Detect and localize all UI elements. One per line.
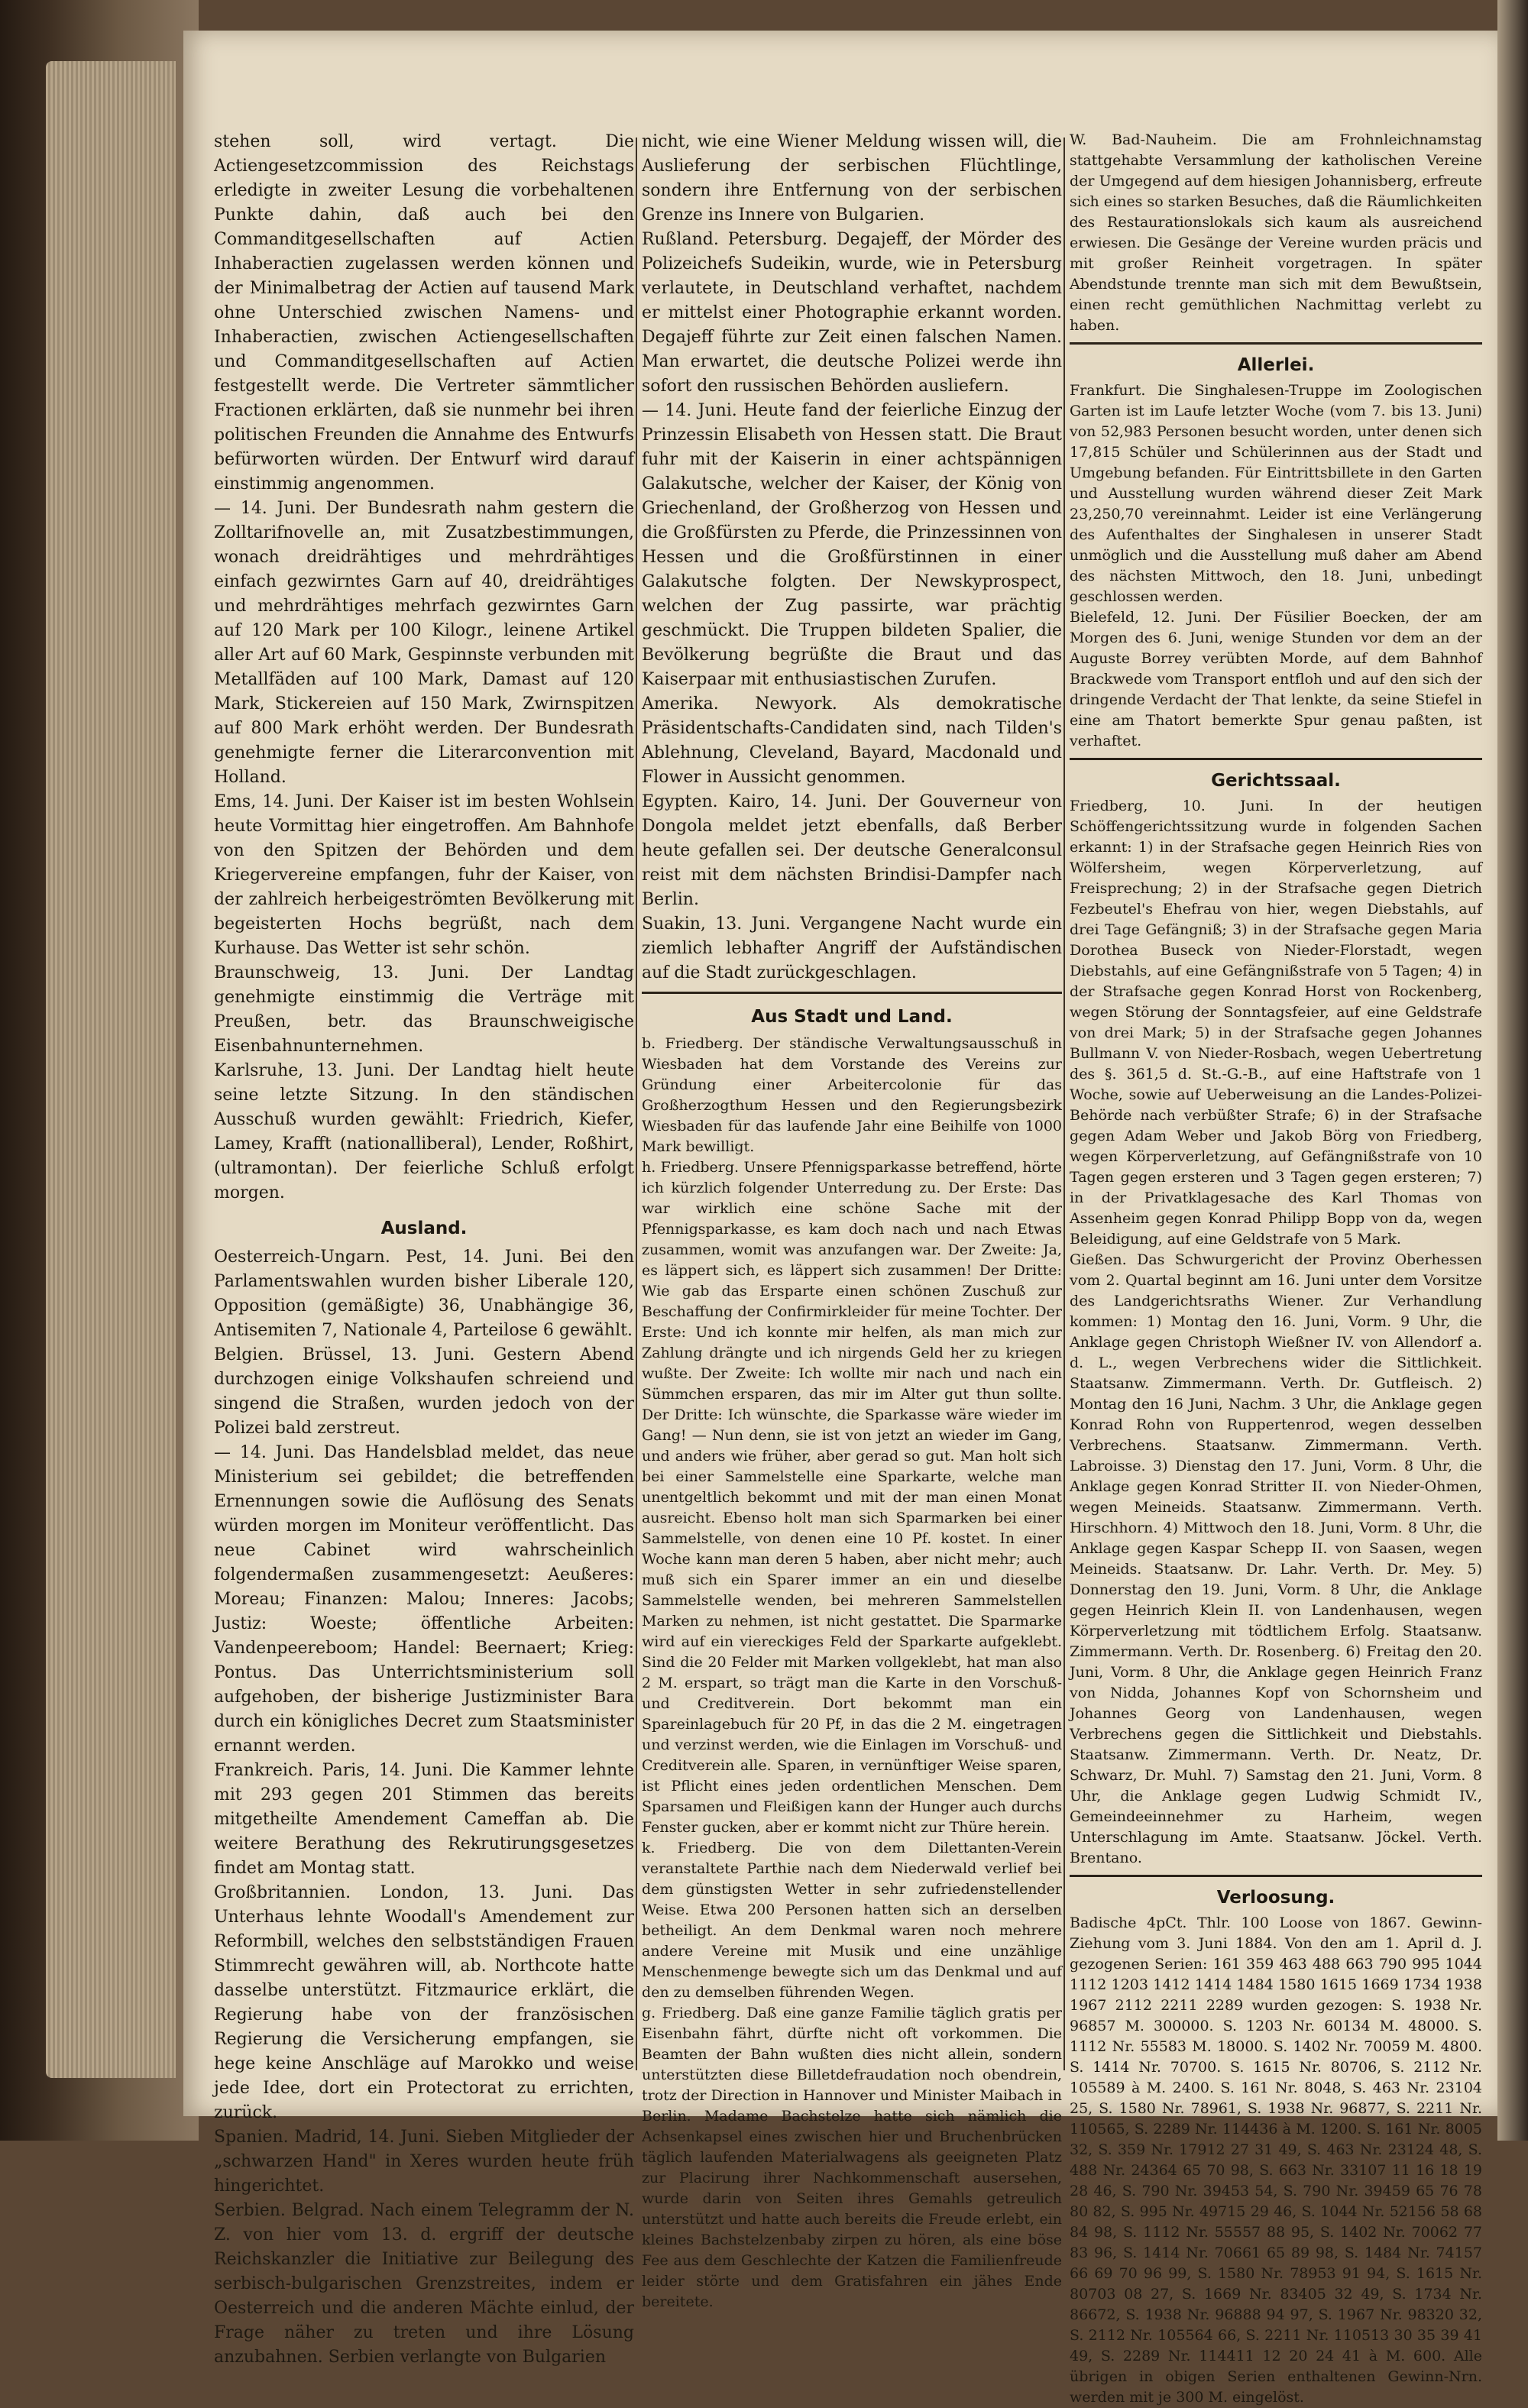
column-2	[642, 130, 1062, 2313]
article-paragraph: — 14. Juni. Das Handelsblad meldet, das neue Ministerium sei gebildet; die betreffenden Ernennungen sowie die Auflösung des Senats würden morgen im Moniteur veröffentlicht. Das neue Cabinet wird wahrscheinlich folgendermaßen zusammengesetzt: Aeußeres: Moreau; Finanzen: Malou; Inneres: Jacobs; Justiz: Woeste; öffentliche Arbeiten: Vandenpeereboom; Handel: Beernaert; Krieg: Pontus. Das Unterrichtsministerium soll aufgehoben, der bisherige Justizminister Bara durch ein königliches Decret zum Staatsminister ernannt werden.	[214, 1443, 634, 1756]
section-rule	[1070, 342, 1482, 345]
newspaper-page	[183, 31, 1497, 2406]
article-paragraph: Serbien. Belgrad. Nach einem Telegramm der N. Z. von hier vom 13. d. ergriff der deutsche Reichskanzler die Initiative zur Beilegung des serbisch-bulgarischen Grenzstreites, indem er Oesterreich und die anderen Mächte einlud, der Frage näher zu treten und ihre Lösung anzubahnen. Serbien verlangte von Bulgarien	[214, 2201, 634, 2367]
article-paragraph: Braunschweig, 13. Juni. Der Landtag genehmigte einstimmig die Verträge mit Preußen, betr. das Braunschweigische Eisenbahnunternehmen.	[214, 963, 634, 1056]
article-paragraph: Spanien. Madrid, 14. Juni. Sieben Mitglieder der „schwarzen Hand" in Xeres wurden heute früh hingerichtet.	[214, 2128, 634, 2196]
article-paragraph: Frankfurt. Die Singhalesen-Truppe im Zoologischen Garten ist im Laufe letzter Woche (vom 7. bis 13. Juni) von 52,983 Personen besucht worden, unter denen sich 17,815 Schüler und Schülerinnen aus der Stadt und Umgebung befanden. Für Eintrittsbillete in den Garten und Ausstellung wurden während dieser Zeit Mark 23,250,70 vereinnahmt. Leider ist eine Verlängerung des Aufenthaltes der Singhalesen in unserer Stadt unmöglich und die Ausstellung muß daher am Abend des nächsten Mittwoch, den 18. Juni, unbedingt geschlossen werden.	[1070, 382, 1482, 605]
local-news-item: g. Friedberg. Daß eine ganze Familie täglich gratis per Eisenbahn fährt, dürfte nicht oft vorkommen. Die Beamten der Bahn wußten dies nicht allein, sondern unterstützten diese Billetdefraudation noch obendrein, trotz der Direction in Hannover und Minister Maibach in Berlin. Madame Bachstelze hatte sich nämlich die Achsenkapsel eines zwischen hier und Bruchenbrücken täglich laufenden Materialwagens als geeigneten Platz zur Placirung ihrer Nachkommenschaft ausersehen, wurde darin von Seiten ihres Gemahls getreulich unterstützt und hatte auch bereits die Freude erlebt, ein kleines Bachstelzenbaby zirpen zu hören, als eine böse Fee aus dem Geschlechte der Katzen die Familienfreude leider störte und dem Gratisfahren ein jähes Ende bereitete.	[642, 2005, 1062, 2310]
article-paragraph: Belgien. Brüssel, 13. Juni. Gestern Abend durchzogen einige Volkshaufen schreiend und singend die Straßen, wurden jedoch von der Polizei bald zerstreut.	[214, 1345, 634, 1438]
article-paragraph: Ems, 14. Juni. Der Kaiser ist im besten Wohlsein heute Vormittag hier eingetroffen. Am Bahnhofe von den Spitzen der Behörden und dem Kriegervereine empfangen, fuhr der Kaiser, von der zahlreich herbeigeströmten Bevölkerung mit begeisterten Hochs begrüßt, nach dem Kurhause. Das Wetter ist sehr schön.	[214, 792, 634, 958]
article-paragraph: Karlsruhe, 13. Juni. Der Landtag hielt heute seine letzte Sitzung. In den ständischen Ausschuß wurden gewählt: Friedrich, Kiefer, Lamey, Krafft (nationalliberal), Lender, Roßhirt, (ultramontan). Der feierliche Schluß erfolgt morgen.	[214, 1061, 634, 1202]
article-paragraph: Oesterreich-Ungarn. Pest, 14. Juni. Bei den Parlamentswahlen wurden bisher Liberale 120, Opposition (gemäßigte) 36, Unabhängige 36, Antisemiten 7, Nationale 4, Parteilose 6 gewählt.	[214, 1248, 634, 1340]
article-paragraph: Rußland. Petersburg. Degajeff, der Mörder des Polizeichefs Sudeikin, wurde, wie in Petersburg verlautete, in Deutschland verhaftet, nachdem er mittelst einer Photographie erkannt worden. Degajeff führte zur Zeit einen falschen Namen. Man erwartet, die deutsche Polizei werde ihn sofort den russischen Behörden ausliefern.	[642, 230, 1062, 396]
section-rule	[1070, 1875, 1482, 1877]
article-paragraph: Frankreich. Paris, 14. Juni. Die Kammer lehnte mit 293 gegen 201 Stimmen das bereits mitgetheilte Amendement Cameffan ab. Die weitere Berathung des Rekrutirungsgesetzes findet am Montag statt.	[214, 1761, 634, 1878]
local-news-item: k. Friedberg. Die von dem Dilettanten-Verein veranstaltete Parthie nach dem Niederwald verlief bei dem günstigsten Wetter in sehr zufriedenstellender Weise. Etwa 200 Personen hatten sich an derselben betheiligt. An dem Denkmal waren noch mehrere andere Vereine mit Musik und eine unzählige Menschenmenge bewegte sich um das Denkmal und auf den zu demselben führenden Wegen.	[642, 1840, 1062, 2001]
article-paragraph: stehen soll, wird vertagt. Die Actiengesetzcommission des Reichstags erledigte in zweiter Lesung die vorbehaltenen Punkte dahin, daß auch bei den Commanditgesellschaften auf Actien Inhaberactien zugelassen werden können und der Minimalbetrag der Actien auf tausend Mark ohne Unterschied zwischen Namens- und Inhaberactien, zwischen Actiengesellschaften und Commanditgesellschaften auf Actien festgestellt werde. Die Vertreter sämmtlicher Fractionen erklärten, daß sie nunmehr bei ihren politischen Freunden die Annahme des Entwurfs befürworten würden. Der Entwurf wird darauf einstimmig angenommen.	[214, 132, 634, 494]
section-heading-verloosung: Verloosung.	[1216, 1888, 1335, 1908]
article-paragraph: — 14. Juni. Der Bundesrath nahm gestern die Zolltarifnovelle an, mit Zusatzbestimmungen, wonach dreidrähtiges und mehrdrähtiges einfach gezwirntes Garn auf 40, dreidrähtiges und mehrdrähtiges mehrfach gezwirntes Garn auf 120 Mark per 100 Kilogr., leinene Artikel aller Art auf 60 Mark, Gespinnste verbunden mit Metallfäden auf 100 Mark, Damast auf 120 Mark, Stickereien auf 150 Mark, Zwirnspitzen auf 800 Mark erhöht werden. Der Bundesrath genehmigte ferner die Literarconvention mit Holland.	[214, 499, 634, 787]
local-news-item: b. Friedberg. Der ständische Verwaltungsausschuß in Wiesbaden hat dem Vorstande des Vereins zur Gründung einer Arbeitercolonie für das Großherzogthum Hessen und den Regierungsbezirk Wiesbaden für das laufende Jahr eine Beihilfe von 1000 Mark bewilligt.	[642, 1035, 1062, 1155]
section-rule	[1070, 758, 1482, 760]
right-page-edge	[1497, 0, 1528, 2141]
column-1	[214, 130, 634, 2370]
article-paragraph: Großbritannien. London, 13. Juni. Das Unterhaus lehnte Woodall's Amendement zur Reformbill, welches den selbstständigen Frauen Stimmrecht gewähren will, ab. Northcote hatte dasselbe unterstützt. Fitzmaurice erklärt, die Regierung habe von der französischen Regierung die Versicherung empfangen, sie hege keine Anschläge auf Marokko und weise jede Idee, dort ein Protectorat zu errichten, zurück.	[214, 1883, 634, 2122]
section-heading-stadt-land: Aus Stadt und Land.	[751, 1007, 953, 1027]
article-paragraph: — 14. Juni. Heute fand der feierliche Einzug der Prinzessin Elisabeth von Hessen statt. Die Braut fuhr mit der Kaiserin in einer achtspännigen Galakutsche, welcher der Kaiser, der König von Griechenland, der Großherzog von Hessen und die Großfürsten zu Pferde, die Prinzessinnen von Hessen und die Großfürstinnen in einer Galakutsche folgten. Der Newskyprospect, welchen der Zug passirte, war prächtig geschmückt. Die Truppen bildeten Spalier, die Bevölkerung begrüßte die Braut und das Kaiserpaar mit enthusiastischen Zurufen.	[642, 401, 1062, 689]
section-heading-gerichtssaal: Gerichtssaal.	[1211, 771, 1341, 791]
section-heading-ausland: Ausland.	[380, 1219, 468, 1238]
local-news-item: h. Friedberg. Unsere Pfennigsparkasse betreffend, hörte ich kürzlich folgender Unterredung zu. Der Erste: Das war wirklich eine schöne Sache mit der Pfennigsparkasse, es kam doch nach und nach Etwas zusammen, womit was anzufangen war. Der Zweite: Ja, es läppert sich, es läppert sich zusammen! Der Dritte: Wie gab das Ersparte einen schönen Zuschuß zur Beschaffung der Confirmirkleider für meine Tochter. Der Erste: Und ich konnte mir helfen, als man mich zur Zahlung drängte und ich nirgends Geld her zu kriegen wußte. Der Zweite: Ich wollte mir nach und nach ein Sümmchen ersparen, das mir im Alter gut thun sollte. Der Dritte: Ich wünschte, die Sparkasse wäre wieder im Gang! — Nun denn, sie ist von jetzt an wieder im Gang, und anders wie früher, aber gerad so gut. Man holt sich bei einer Sammelstelle eine Sparkarte, welche man unentgeltlich bekommt und mit der man einen Monat ausreicht. Ebenso holt man sich Sparmarken bei einer Sammelstelle, von denen eine 10 Pf. kostet. In einer Woche kann man deren 5 haben, aber nicht mehr; auch muß sich ein Sparer immer an ein und dieselbe Sammelstelle wenden, bei mehreren Sammelstellen Marken zu nehmen, ist nicht gestattet. Die Sparmarke wird auf ein viereckiges Feld der Sparkarte aufgeklebt. Sind die 20 Felder mit Marken vollgeklebt, hat man also 2 M. erspart, so trägt man die Karte in den Vorschuß- und Creditverein. Dort bekommt man ein Spareinlagebuch für 20 Pf, in das die 2 M. eingetragen und verzinst werden, wie die Einlagen im Vorschuß- und Creditverein alle. Sparen, in vernünftiger Weise sparen, ist Pflicht eines jeden ordentlichen Menschen. Dem Sparsamen und Fleißigen kann der Hunger auch durchs Fenster gucken, aber er kommt nicht zur Thüre herein.	[642, 1159, 1062, 1836]
column-divider	[1063, 138, 1065, 2070]
article-paragraph: Amerika. Newyork. Als demokratische Präsidentschafts-Candidaten sind, nach Tilden's Ablehnung, Cleveland, Bayard, Macdonald und Flower in Aussicht genommen.	[642, 694, 1062, 787]
article-paragraph: W. Bad-Nauheim. Die am Frohnleichnamstag stattgehabte Versammlung der katholischen Vereine der Umgegend auf dem hiesigen Johannisberg, erfreute sich eines so starken Besuches, daß die Räumlichkeiten des Restaurationslokals sich kaum als ausreichend erwiesen. Die Gesänge der Vereine wurden präcis und mit großer Reinheit vorgetragen. In später Abendstunde trennte man sich mit dem Bewußtsein, einen recht gemüthlichen Nachmittag verlebt zu haben.	[1070, 131, 1482, 334]
article-paragraph: Gießen. Das Schwurgericht der Provinz Oberhessen vom 2. Quartal beginnt am 16. Juni unter dem Vorsitze des Landgerichtsraths Wiener. Zur Verhandlung kommen: 1) Montag den 16. Juni, Vorm. 9 Uhr, die Anklage gegen Christoph Wießner IV. von Allendorf a. d. L., wegen Verbrechens wider die Sittlichkeit. Staatsanw. Zimmermann. Verth. Dr. Gutfleisch. 2) Montag den 16 Juni, Nachm. 3 Uhr, die Anklage gegen Konrad Rohn von Ruppertenrod, wegen desselben Verbrechens. Staatsanw. Zimmermann. Verth. Labroisse. 3) Dienstag den 17. Juni, Vorm. 8 Uhr, die Anklage gegen Konrad Stritter II. von Nieder-Ohmen, wegen Meineids. Staatsanw. Zimmermann. Verth. Hirschhorn. 4) Mittwoch den 18. Juni, Vorm. 8 Uhr, die Anklage gegen Kaspar Schepp II. von Saasen, wegen Meineids. Staatsanw. Dr. Lahr. Verth. Dr. Mey. 5) Donnerstag den 19. Juni, Vorm. 8 Uhr, die Anklage gegen Heinrich Klein II. von Landenhausen, wegen Körperverletzung mit tödtlichem Erfolg. Staatsanw. Zimmermann. Verth. Dr. Rosenberg. 6) Freitag den 20. Juni, Vorm. 8 Uhr, die Anklage gegen Heinrich Franz von Nidda, Johannes Kopf von Schornsheim und Johannes Georg von Landenhausen, wegen Verbrechens gegen die Sittlichkeit und Diebstahls. Staatsanw. Zimmermann. Verth. Dr. Neatz, Dr. Schwarz, Dr. Muhl. 7) Samstag den 21. Juni, Vorm. 8 Uhr, die Anklage gegen Ludwig Schmidt IV., Gemeindeeinnehmer zu Harheim, wegen Unterschlagung im Amte. Staatsanw. Jöckel. Verth. Brentano.	[1070, 1251, 1482, 1866]
section-rule	[642, 992, 1062, 994]
article-paragraph: nicht, wie eine Wiener Meldung wissen will, die Auslieferung der serbischen Flüchtlinge, sondern ihre Entfernung von der serbischen Grenze ins Innere von Bulgarien.	[642, 132, 1062, 225]
article-paragraph: Egypten. Kairo, 14. Juni. Der Gouverneur von Dongola meldet jetzt ebenfalls, daß Berber heute gefallen sei. Der deutsche Generalconsul reist mit dem nächsten Brindisi-Dampfer nach Berlin.	[642, 792, 1062, 909]
section-heading-allerlei: Allerlei.	[1237, 355, 1315, 375]
column-divider	[636, 138, 637, 2070]
article-paragraph: Bielefeld, 12. Juni. Der Füsilier Boecken, der am Morgen des 6. Juni, wenige Stunden vor dem an der Auguste Borrey verübten Morde, auf dem Bahnhof Brackwede vom Transport entfloh und auf den sich der dringende Verdacht der That lenkte, da seine Stiefel in eine am Thatort bemerkte Spur genau paßten, ist verhaftet.	[1070, 609, 1482, 749]
page-stack	[46, 61, 176, 2078]
article-paragraph: Friedberg, 10. Juni. In der heutigen Schöffengerichtssitzung wurde in folgenden Sachen erkannt: 1) in der Strafsache gegen Heinrich Ries von Wölfersheim, wegen Körperverletzung, auf Freisprechung; 2) in der Strafsache gegen Dietrich Fezbeutel's Ehefrau von hier, wegen Diebstahls, auf drei Tage Gefängniß; 3) in der Strafsache gegen Maria Dorothea Buseck von Nieder-Florstadt, wegen Diebstahls, auf eine Gefängnißstrafe von 5 Tagen; 4) in der Strafsache gegen Konrad Horst von Rockenberg, wegen Störung der Sonntagsfeier, auf eine Geldstrafe von drei Mark; 5) in der Strafsache gegen Johannes Bullmann V. von Nieder-Rosbach, wegen Uebertretung des §. 361,5 d. St.-G.-B., auf eine Haftstrafe von 1 Woche, sowie auf Ueberweisung an die Landes-Polizei-Behörde nach verbüßter Strafe; 6) in der Strafsache gegen Adam Weber und Jakob Börg von Friedberg, wegen Körperverletzung, auf Gefängnißstrafe von 10 Tagen gegen ersteren und 3 Tagen gegen ersteren; 7) in der Privatklagesache des Karl Thomas von Assenheim gegen Konrad Philipp Bopp von da, wegen Beleidigung, auf eine Geldstrafe von 5 Mark.	[1070, 798, 1482, 1248]
column-3	[1070, 130, 1482, 2408]
lottery-results: Badische 4pCt. Thlr. 100 Loose von 1867. Gewinn-Ziehung vom 3. Juni 1884. Von den am 1. April d. J. gezogenen Serien: 161 359 463 488 663 790 995 1044 1112 1203 1412 1414 1484 1580 1615 1669 1734 1938 1967 2112 2211 2289 wurden gezogen: S. 1938 Nr. 96857 M. 300000. S. 1203 Nr. 60134 M. 48000. S. 1112 Nr. 55583 M. 18000. S. 1402 Nr. 70059 M. 4800. S. 1414 Nr. 70700. S. 1615 Nr. 80706, S. 2112 Nr. 105589 à M. 2400. S. 161 Nr. 8048, S. 463 Nr. 23104 25, S. 1580 Nr. 78961, S. 1938 Nr. 96877, S. 2211 Nr. 110565, S. 2289 Nr. 114436 à M. 1200. S. 161 Nr. 8005 32, S. 359 Nr. 17912 27 31 49, S. 463 Nr. 23124 48, S. 488 Nr. 24364 65 70 98, S. 663 Nr. 33107 11 16 18 19 28 46, S. 790 Nr. 39453 54, S. 790 Nr. 39459 65 76 78 80 82, S. 995 Nr. 49715 29 46, S. 1044 Nr. 52156 58 68 84 98, S. 1112 Nr. 55557 88 95, S. 1402 Nr. 70062 77 83 96, S. 1414 Nr. 70661 65 89 98, S. 1484 Nr. 74157 66 69 70 96 99, S. 1580 Nr. 78953 91 94, S. 1615 Nr. 80703 08 27, S. 1669 Nr. 83405 32 49, S. 1734 Nr. 86672, S. 1938 Nr. 96888 94 97, S. 1967 Nr. 98320 32, S. 2112 Nr. 105564 66, S. 2211 Nr. 110513 30 35 39 41 49, S. 2289 Nr. 114411 12 20 24 41 à M. 600. Alle übrigen in obigen Serien enthaltenen Gewinn-Nrn. werden mit je 300 M. eingelöst.	[1070, 1914, 1482, 2406]
article-paragraph: Suakin, 13. Juni. Vergangene Nacht wurde ein ziemlich lebhafter Angriff der Aufständischen auf die Stadt zurückgeschlagen.	[642, 914, 1062, 982]
